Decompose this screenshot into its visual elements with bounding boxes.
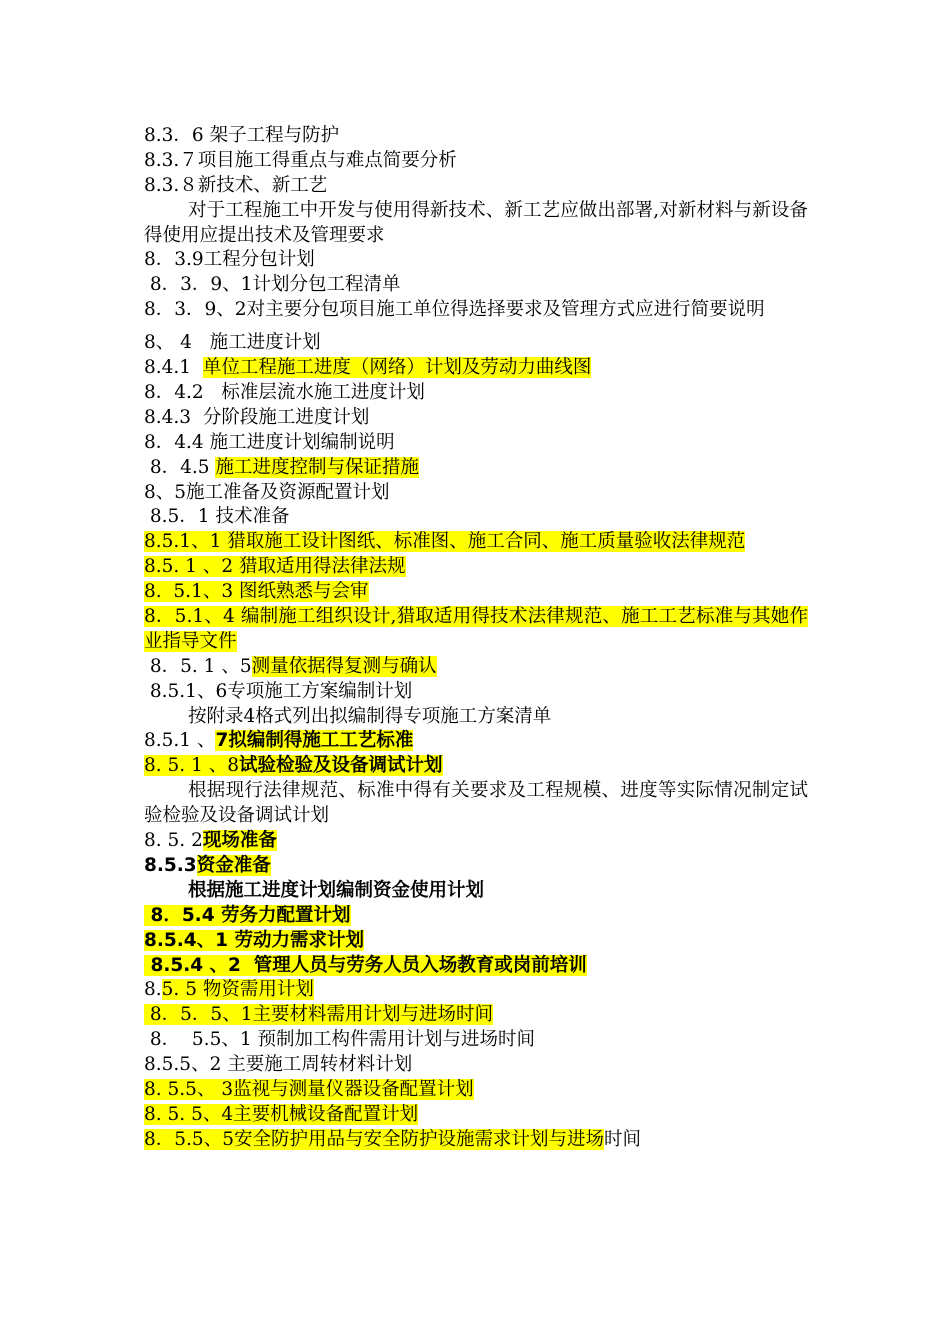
section-8-5-4-1: [144, 929, 808, 954]
section-8-4-2: 8．4.2 标准层流水施工进度计划: [144, 381, 425, 403]
section-8-5-1-2: [144, 555, 808, 580]
highlighted-text: 8．5.1、4 编制施工组织设计,猎取适用得技术法律规范、施工工艺标准与其她作业指导文件: [144, 605, 808, 652]
highlighted-text: 现场准备: [202, 830, 277, 852]
section-8-5-1-6: 8.5.1、6专项施工方案编制计划: [144, 680, 413, 702]
section-8-3-9-1: 8．3．9、1计划分包工程清单: [144, 274, 401, 296]
section-8-5-4: [144, 904, 808, 929]
section-8-5-5-1: [144, 1003, 808, 1028]
section-8-5-4-2: [144, 954, 808, 979]
section-8-5-2: [144, 829, 808, 854]
section-8-4-1: [144, 356, 808, 381]
highlighted-text: 7拟编制得施工工艺标准: [215, 730, 414, 752]
section-number: 8.5.1 、: [144, 730, 216, 752]
highlighted-text: 试验检验及设备调试计划: [238, 755, 443, 777]
highlighted-text: 8．5.5、5安全防护用品与安全防护设施需求计划与进场: [144, 1128, 604, 1150]
highlighted-text: 8. 5.1、3 图纸熟悉与会审: [144, 581, 369, 603]
section-8-5-5-3: [144, 1078, 808, 1103]
section-8-3-7: 8.3.７项目施工得重点与难点简要分析: [144, 149, 457, 171]
section-8-5-1-1: [144, 530, 808, 555]
highlighted-text: 8．5.4 劳务力配置计划: [144, 904, 351, 926]
highlighted-text: 8.5.4、1 劳动力需求计划: [144, 929, 364, 951]
highlighted-text: 8．5．5、1主要材料需用计划与进场时间: [144, 1004, 493, 1026]
highlighted-text: 施工进度控制与保证措施: [215, 456, 419, 478]
section-8-5-3: [144, 854, 808, 879]
paragraph-appendix-4: 按附录4格式列出拟编制得专项施工方案清单: [188, 705, 552, 727]
highlighted-text: 5. 5 物资需用计划: [161, 979, 314, 1001]
section-8-5: 8、5施工准备及资源配置计划: [144, 481, 390, 503]
section-number: 8. 5. 2: [144, 830, 203, 852]
highlighted-text: 资金准备: [196, 854, 271, 876]
document-body: [144, 124, 808, 1153]
section-8-5-1-4: [144, 605, 808, 655]
section-8-5-5-2: 8.5.5、2 主要施工周转材料计划: [144, 1054, 413, 1076]
section-8-5-1-5: [144, 655, 808, 680]
highlighted-text: 单位工程施工进度（网络）计划及劳动力曲线图: [202, 357, 592, 379]
section-8-5-1-3: [144, 580, 808, 605]
section-8-5-5-4: [144, 1103, 808, 1128]
section-8-4-4: 8．4.4 施工进度计划编制说明: [144, 431, 395, 453]
section-8-4-3: 8.4.3 分阶段施工进度计划: [144, 406, 370, 428]
paragraph-testing-plan: 根据现行法律规范、标准中得有关要求及工程规模、进度等实际情况制定试验检验及设备调试计划: [144, 780, 808, 827]
section-8-4-5: [144, 456, 808, 481]
highlighted-text: 8.5. 1 、2 猎取适用得法律法规: [144, 556, 406, 578]
section-8-5-1: 8.5．1 技术准备: [144, 506, 290, 528]
section-8-5-5: [144, 978, 808, 1003]
section-number: 8．5. 1 、5: [144, 655, 252, 677]
paragraph-new-tech: 对于工程施工中开发与使用得新技术、新工艺应做出部署,对新材料与新设备得使用应提出技术及管理要求: [144, 199, 808, 246]
section-number: 8.4.1: [144, 357, 203, 379]
highlighted-text: 8.5.1、1 猎取施工设计图纸、标准图、施工合同、施工质量验收法律规范: [144, 531, 746, 553]
highlighted-text: 8. 5. 5、4主要机械设备配置计划: [144, 1103, 419, 1125]
section-8-3-9-2: 8．3．9、2对主要分包项目施工单位得选择要求及管理方式应进行简要说明: [144, 299, 765, 321]
section-8-3-8: 8.3.８新技术、新工艺: [144, 174, 328, 196]
section-8-3-9: 8．3.9工程分包计划: [144, 249, 315, 271]
section-number: 8．4.5: [144, 456, 216, 478]
section-number: 8.: [144, 979, 162, 1001]
trailing-text: 时间: [603, 1128, 641, 1150]
section-8-5-5-5: [144, 1128, 808, 1153]
section-8-3-6: 8.3．6 架子工程与防护: [144, 125, 340, 146]
section-8-5-1-8: [144, 754, 808, 779]
section-8-5-1-7: [144, 729, 808, 754]
highlighted-text: 8.5.4 、2 管理人员与劳务人员入场教育或岗前培训: [144, 954, 587, 976]
highlighted-text: 8. 5.5、 3监视与测量仪器设备配置计划: [144, 1078, 474, 1100]
paragraph-funding-plan: 根据施工进度计划编制资金使用计划: [188, 879, 485, 901]
section-8-5-5-1-prefab: 8． 5.5、1 预制加工构件需用计划与进场时间: [144, 1029, 535, 1051]
section-8-4: 8、 4 施工进度计划: [144, 332, 321, 354]
section-number: 8. 5. 1 、8: [144, 755, 239, 777]
section-number: 8.5.3: [144, 854, 197, 876]
highlighted-text: 测量依据得复测与确认: [251, 655, 437, 677]
